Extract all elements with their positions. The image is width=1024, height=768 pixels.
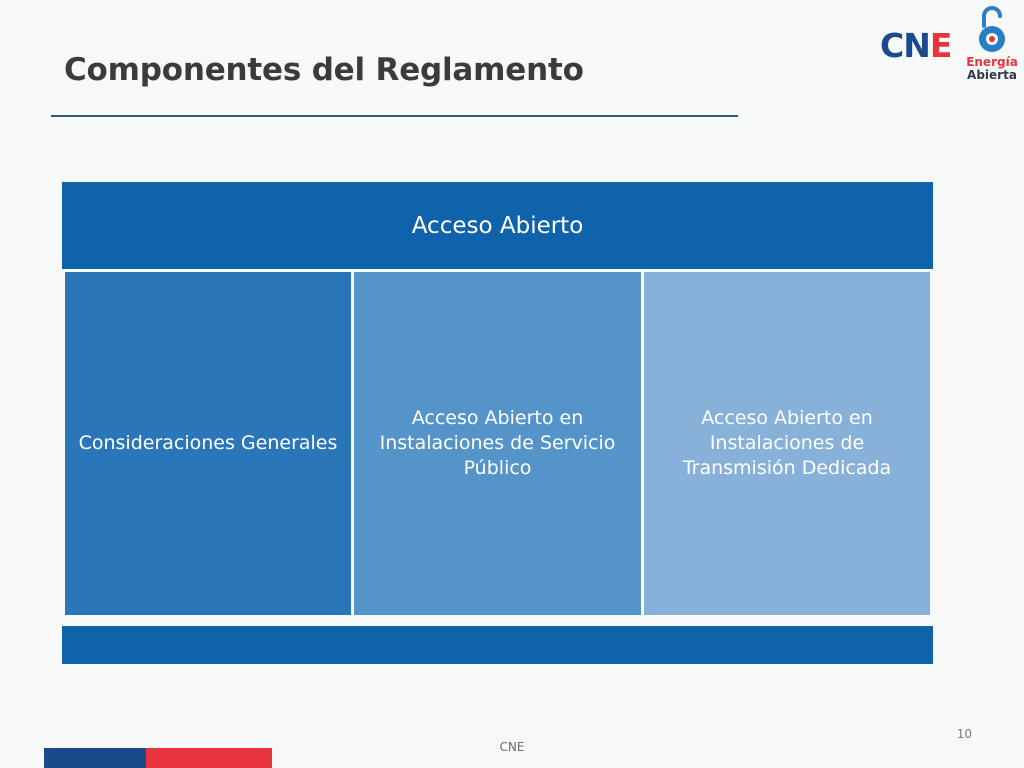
- diagram-column-dedicated-transmission: Acceso Abierto en Instalaciones de Transmisión Dedicada: [644, 272, 930, 615]
- diagram-header: Acceso Abierto: [62, 182, 933, 269]
- slide-footer: CNE: [499, 740, 525, 754]
- diagram-column-general: Consideraciones Generales: [65, 272, 351, 615]
- brand-bar-red: [146, 748, 272, 768]
- diagram-column-public-service: Acceso Abierto en Instalaciones de Servicio Público: [354, 272, 641, 615]
- slide-title: Componentes del Reglamento: [64, 52, 584, 88]
- brand-bar-blue: [44, 748, 146, 768]
- cne-logo: [880, 26, 951, 66]
- energia-abierta-logo: [964, 6, 1020, 84]
- page-number: 10: [956, 727, 972, 741]
- energia-abierta-line2: Abierta: [967, 68, 1017, 82]
- energia-abierta-line1: Energía: [966, 55, 1018, 69]
- hierarchy-diagram: [62, 182, 933, 664]
- open-lock-icon: [974, 6, 1010, 56]
- title-divider: [51, 115, 738, 117]
- diagram-footer-bar: [62, 626, 933, 664]
- cne-logo-e: E: [929, 26, 952, 65]
- cne-logo-text: CN: [880, 26, 930, 65]
